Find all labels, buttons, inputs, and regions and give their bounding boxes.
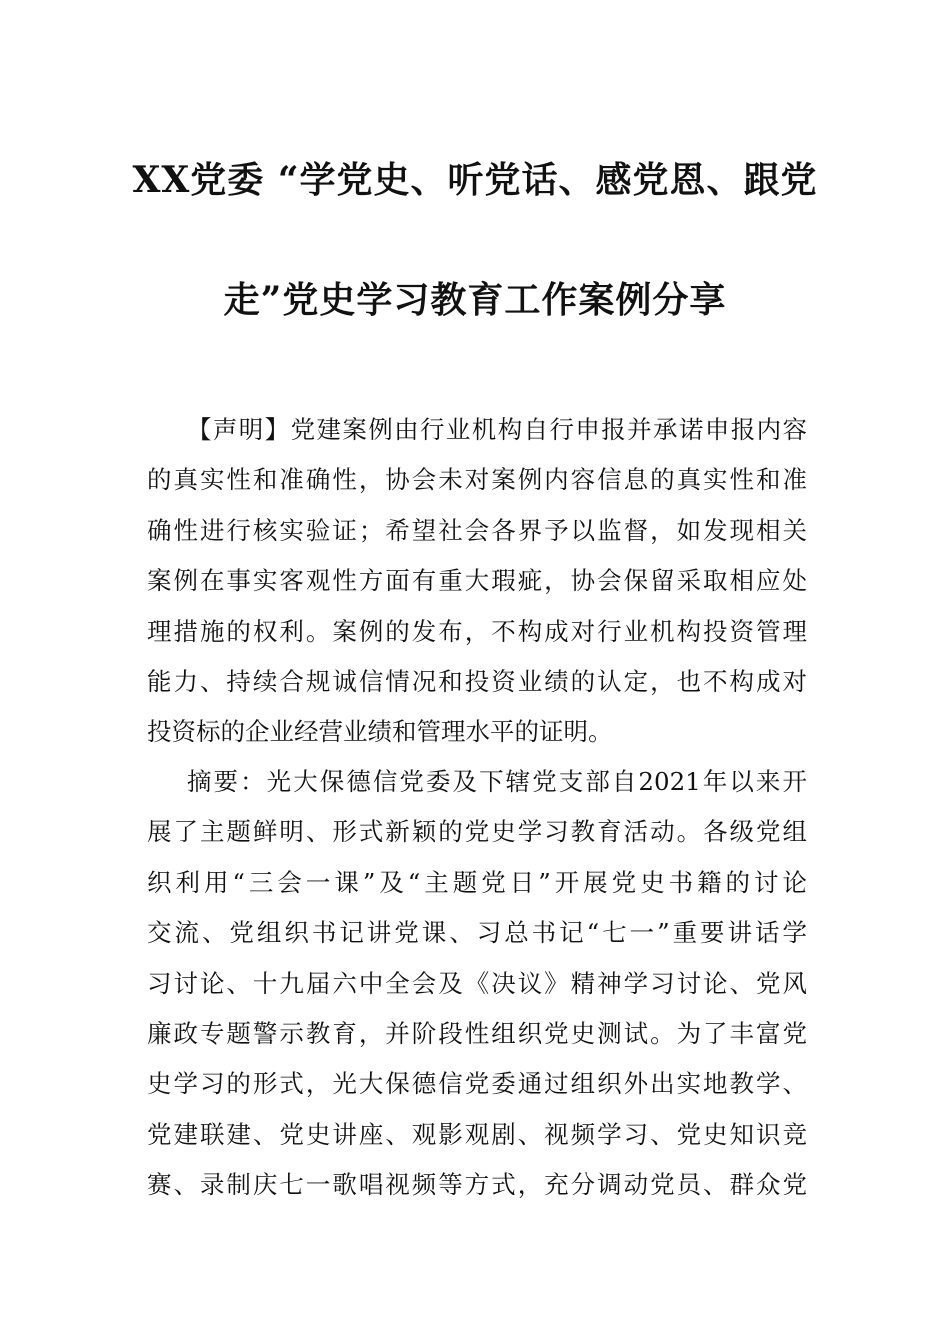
abstract-paragraph — [147, 757, 807, 1211]
notice-line: 能力、持续合规诚信情况和投资业绩的认定，也不构成对 — [147, 666, 807, 696]
notice-line: 的真实性和准确性，协会未对案例内容信息的真实性和准 — [147, 465, 807, 495]
document-title-line-1: XX党委 “学党史、听党话、感党恩、跟党 — [132, 159, 818, 201]
abstract-line: 廉政专题警示教育，并阶段性组织党史测试。为了丰富党 — [147, 1018, 807, 1048]
abstract-line: 赛、录制庆七一歌唱视频等方式，充分调动党员、群众党 — [147, 1170, 807, 1200]
abstract-line: 织利用“三会一课”及“主题党日”开展党史书籍的讨论 — [147, 867, 807, 897]
abstract-line: 摘要：光大保德信党委及下辖党支部自2021年以来开 — [187, 767, 807, 796]
notice-line: 案例在事实客观性方面有重大瑕疵，协会保留采取相应处 — [147, 566, 807, 596]
notice-paragraph — [147, 405, 807, 758]
abstract-line: 交流、党组织书记讲党课、习总书记“七一”重要讲话学 — [147, 918, 807, 948]
document-title-line-2: 走”党史学习教育工作案例分享 — [223, 279, 727, 321]
abstract-line: 史学习的形式，光大保德信党委通过组织外出实地教学、 — [147, 1069, 807, 1099]
notice-line: 【声明】党建案例由行业机构自行申报并承诺申报内容 — [187, 415, 807, 444]
notice-line: 理措施的权利。案例的发布，不构成对行业机构投资管理 — [147, 616, 807, 646]
notice-line: 投资标的企业经营业绩和管理水平的证明。 — [147, 717, 613, 747]
notice-line: 确性进行核实验证；希望社会各界予以监督，如发现相关 — [147, 515, 807, 545]
abstract-line: 展了主题鲜明、形式新颖的党史学习教育活动。各级党组 — [147, 817, 807, 847]
abstract-line: 党建联建、党史讲座、观影观剧、视频学习、党史知识竞 — [147, 1119, 807, 1149]
abstract-line: 习讨论、十九届六中全会及《决议》精神学习讨论、党风 — [147, 968, 807, 998]
